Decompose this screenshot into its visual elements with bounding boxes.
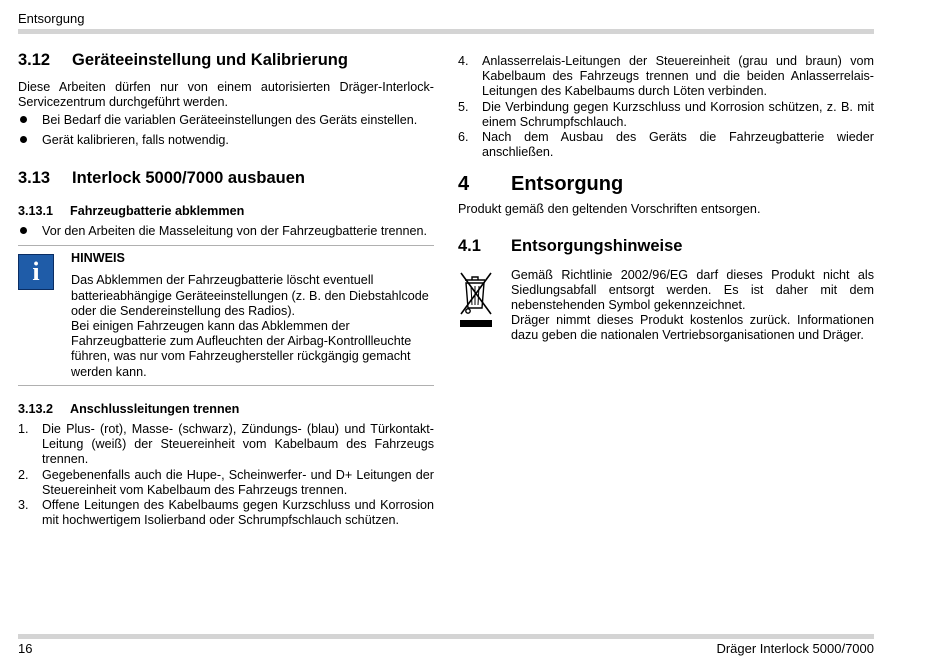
bullet-icon <box>18 113 42 128</box>
page-number: 16 <box>18 641 33 656</box>
list-item: 6. Nach dem Ausbau des Geräts die Fahrzeugbatterie wieder anschließen. <box>458 130 874 160</box>
list-item: 3. Offene Leitungen des Kabelbaums gegen Kurzschluss und Korrosion mit hochwertigem Isolierband oder Schrumpfschlauch schützen. <box>18 498 434 528</box>
heading-4-1: 4.1 Entsorgungshinweise <box>458 236 683 255</box>
bullet-icon <box>18 133 42 148</box>
bullet-icon <box>18 224 42 239</box>
list-item: Vor den Arbeiten die Masseleitung von der Fahrzeugbatterie trennen. <box>18 224 434 239</box>
heading-3-13-2: 3.13.2 Anschlussleitungen trennen <box>18 401 240 416</box>
footer-product: Dräger Interlock 5000/7000 <box>716 641 874 656</box>
footer-rule <box>18 634 874 639</box>
list-item: 2. Gegebenenfalls auch die Hupe-, Scheinwerfer- und D+ Leitungen der Steuereinheit vom Kabelbaum des Fahrzeugs trennen. <box>18 467 434 497</box>
note-box <box>18 245 434 386</box>
list-item: 1. Die Plus- (rot), Masse- (schwarz), Zündungs- (blau) und Türkontakt-Leitung (weiß) der Steuereinheit vom Kabelbaum des Fahrzeugs trennen. <box>18 422 434 467</box>
disposal-block <box>458 268 874 344</box>
heading-4: 4 Entsorgung <box>458 173 624 196</box>
note-text-1: Das Abklemmen der Fahrzeugbatterie löscht eventuell batterieabhängige Geräteeinstellungen (z. B. den Diebstahlcode oder die Sendereinstellung des Radios). <box>71 273 429 318</box>
heading-3-13-1: 3.13.1 Fahrzeugbatterie abklemmen <box>18 203 245 218</box>
list-item: 4. Anlasserrelais-Leitungen der Steuereinheit (grau und braun) vom Kabelbaum des Fahrzeugs trennen und die beiden Anlasserrelais-Leitungen des Kabelbaums durch Löten verbinden. <box>458 54 874 99</box>
heading-3-13: 3.13 Interlock 5000/7000 ausbauen <box>18 168 305 187</box>
crossed-out-wheelie-bin-icon <box>458 268 494 330</box>
heading-3-12: 3.12 Geräteeinstellung und Kalibrierung <box>18 51 348 69</box>
left-column <box>18 50 434 528</box>
info-icon: i <box>18 254 54 290</box>
list-item: Gerät kalibrieren, falls notwendig. <box>18 133 434 148</box>
right-column <box>458 54 874 344</box>
s4-intro: Produkt gemäß den geltenden Vorschriften entsorgen. <box>458 202 761 217</box>
note-text-2: Bei einigen Fahrzeugen kann das Abklemmen der Fahrzeugbatterie zum Aufleuchten der Airbag-Kontrollleuchte führen, was nur vom Fahrzeughersteller rückgängig gemacht werden kann. <box>71 319 412 379</box>
s312-intro: Diese Arbeiten dürfen nur von einem autorisierten Dräger-Interlock-Servicezentrum durchgeführt werden. <box>18 80 434 110</box>
list-item: 5. Die Verbindung gegen Kurzschluss und Korrosion schützen, z. B. mit einem Schrumpfschlauch. <box>458 99 874 129</box>
note-body <box>71 251 434 380</box>
list-item: Bei Bedarf die variablen Geräteeinstellungen des Geräts einstellen. <box>18 113 434 128</box>
s41-text-1: Gemäß Richtlinie 2002/96/EG darf dieses Produkt nicht als Siedlungsabfall entsorgt werden. Es ist daher mit dem nebenstehenden Symbol gekennzeichnet. <box>511 267 874 313</box>
running-header: Entsorgung <box>18 11 85 26</box>
s41-text-2: Dräger nimmt dieses Produkt kostenlos zurück. Informationen dazu geben die nationalen Vertriebsorganisationen und Dräger. <box>511 313 874 343</box>
header-rule <box>18 29 874 34</box>
note-title: HINWEIS <box>71 251 125 266</box>
